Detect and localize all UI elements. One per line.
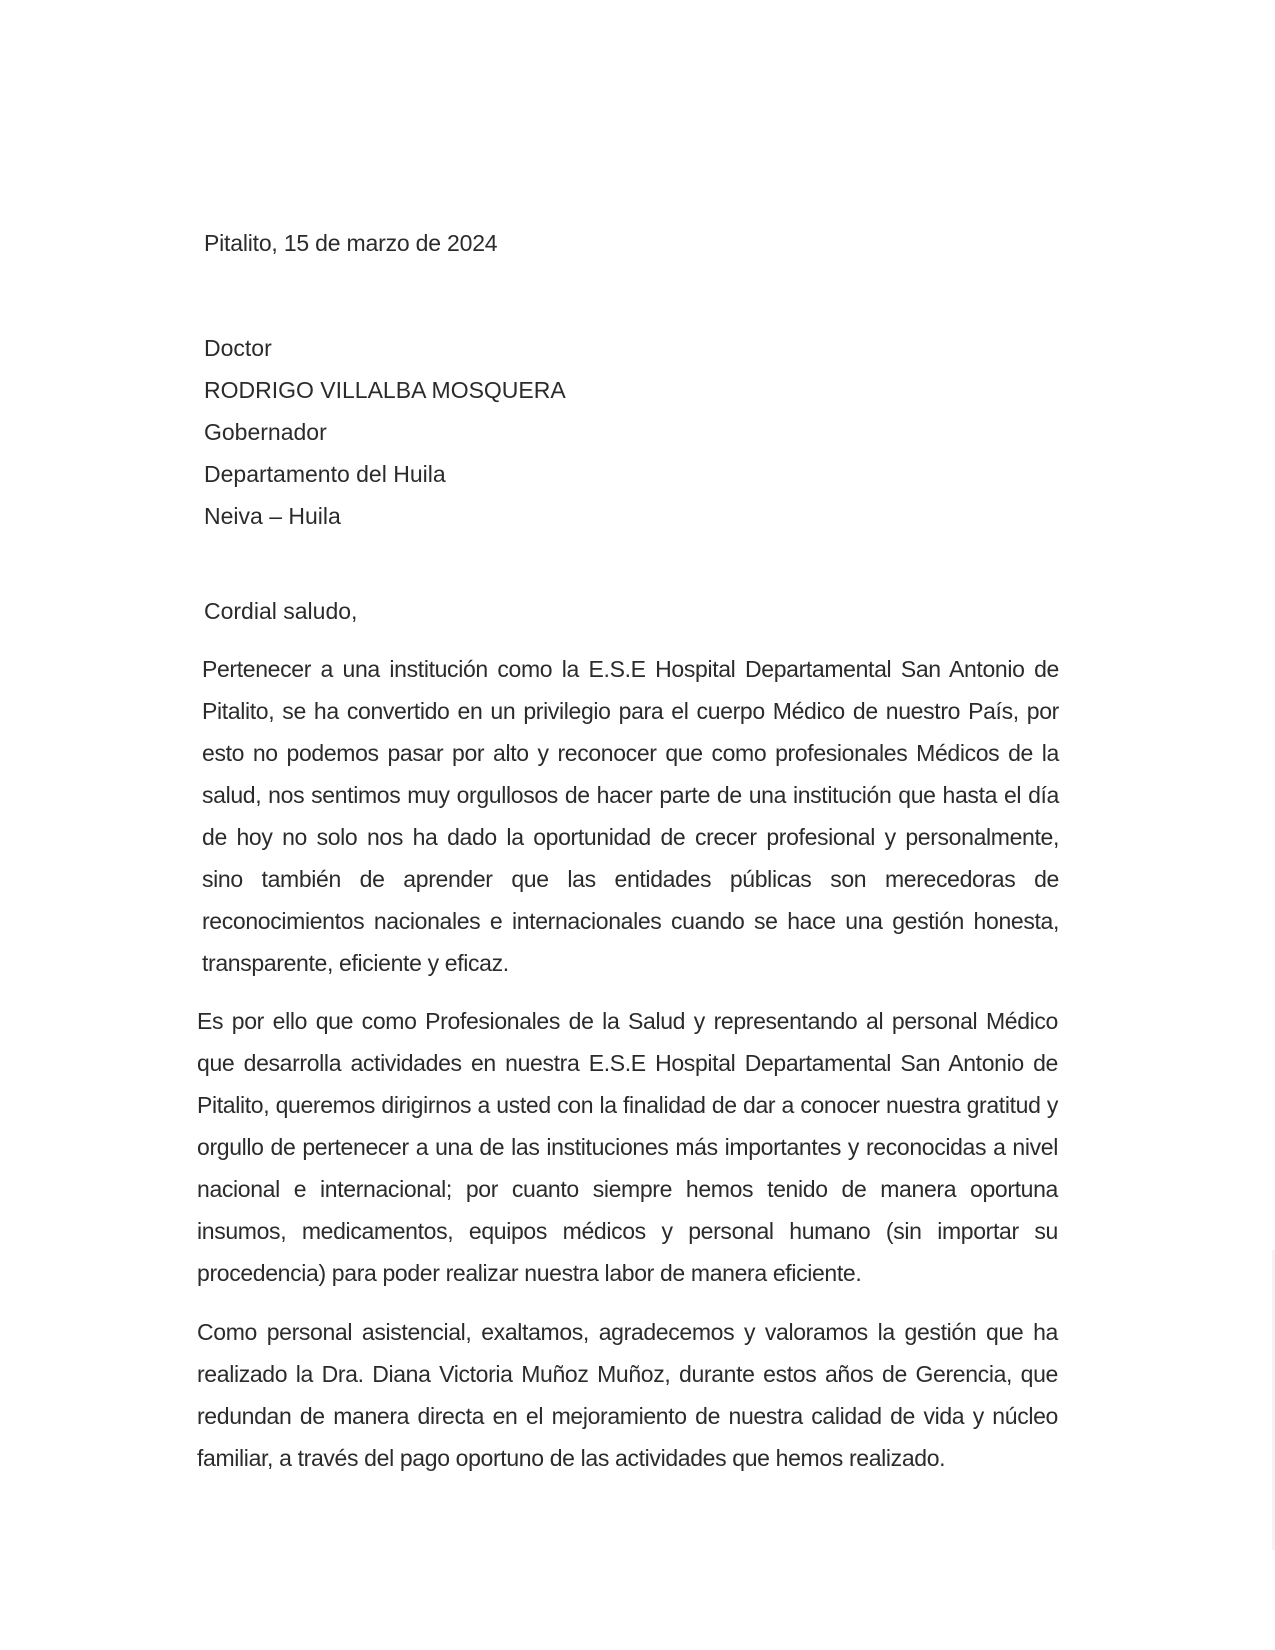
recipient-name: RODRIGO VILLALBA MOSQUERA — [204, 377, 566, 403]
recipient-city: Neiva – Huila — [204, 503, 341, 529]
recipient-block — [204, 327, 566, 537]
paragraph-1: Pertenecer a una institución como la E.S.E Hospital Departamental San Antonio de Pitalito, se ha convertido en un privilegio para el cuerpo Médico de nuestro País, por esto no podemos pasar por alto y reconocer que como profesionales Médicos de la salud, nos sentimos muy orgullosos de hacer parte de una institución que hasta el día de hoy no solo nos ha dado la oportunidad de crecer profesional y personalmente, sino también de aprender que las entidades públicas son merecedoras de reconocimientos nacionales e internacionales cuando se hace una gestión honesta, transparente, eficiente y eficaz. — [202, 656, 1059, 976]
date-line: Pitalito, 15 de marzo de 2024 — [204, 230, 498, 256]
recipient-title: Doctor — [204, 335, 272, 361]
paragraph-2: Es por ello que como Profesionales de la Salud y representando al personal Médico que desarrolla actividades en nuestra E.S.E Hospital Departamental San Antonio de Pitalito, queremos dirigirnos a usted con la finalidad de dar a conocer nuestra gratitud y orgullo de pertenecer a una de las instituciones más importantes y reconocidas a nivel nacional e internacional; por cuanto siempre hemos tenido de manera oportuna insumos, medicamentos, equipos médicos y personal humano (sin importar su procedencia) para poder realizar nuestra labor de manera eficiente. — [197, 1008, 1058, 1286]
paragraph-3: Como personal asistencial, exaltamos, agradecemos y valoramos la gestión que ha realizado la Dra. Diana Victoria Muñoz Muñoz, durante estos años de Gerencia, que redundan de manera directa en el mejoramiento de nuestra calidad de vida y núcleo familiar, a través del pago oportuno de las actividades que hemos realizado. — [197, 1319, 1058, 1471]
recipient-department: Departamento del Huila — [204, 461, 446, 487]
greeting: Cordial saludo, — [204, 598, 358, 624]
recipient-position: Gobernador — [204, 419, 327, 445]
